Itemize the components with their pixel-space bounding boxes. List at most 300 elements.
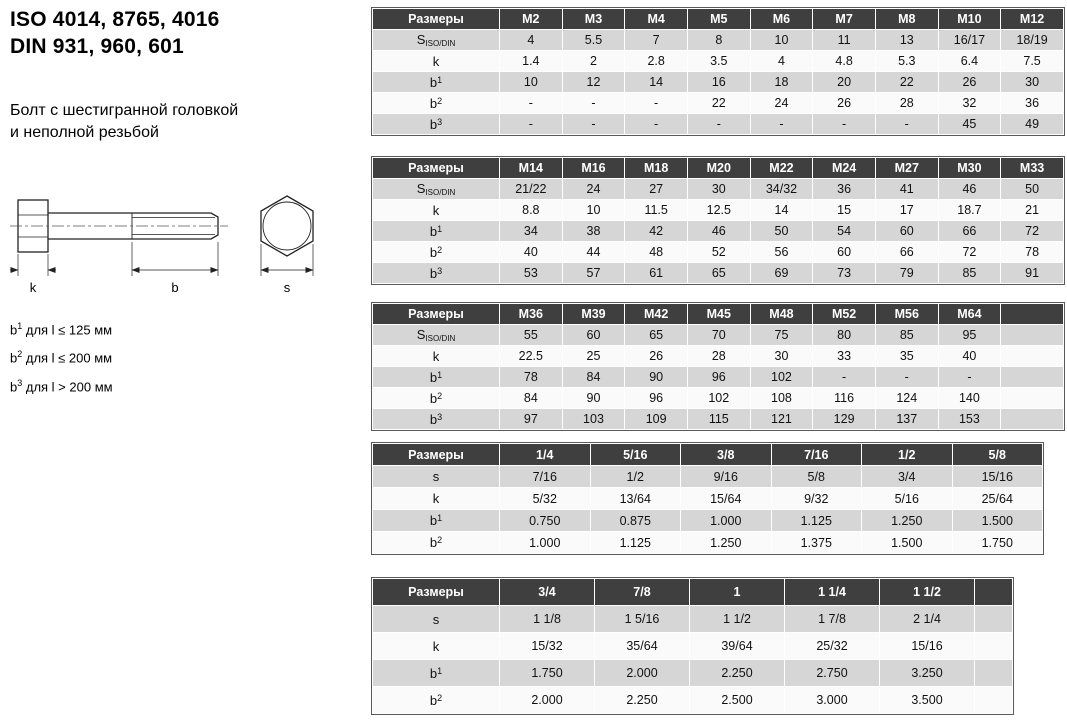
value-cell: 1.4 [500,51,563,72]
value-cell: 2 [562,51,625,72]
value-cell: - [625,93,688,114]
size-header: M7 [813,9,876,30]
row-label: k [373,200,500,221]
value-cell: 4 [500,30,563,51]
iso-standards-title: ISO 4014, 8765, 4016 [10,8,220,31]
table-row [373,660,1013,687]
value-cell: - [938,367,1001,388]
row-label: s [373,466,500,488]
value-cell: 53 [500,263,563,284]
value-cell: 1 7/8 [785,606,880,633]
size-header: M27 [875,158,938,179]
value-cell: 84 [500,388,563,409]
value-cell: 52 [687,242,750,263]
value-cell: 30 [1001,72,1064,93]
value-cell: 33 [813,346,876,367]
value-cell [975,687,1013,714]
value-cell: 50 [750,221,813,242]
size-header: M14 [500,158,563,179]
value-cell: 38 [562,221,625,242]
value-cell: 21 [1001,200,1064,221]
value-cell: 44 [562,242,625,263]
size-header: M4 [625,9,688,30]
product-description [10,100,370,144]
value-cell: 18 [750,72,813,93]
row-label: k [373,633,500,660]
value-cell: 32 [938,93,1001,114]
value-cell: 3.250 [880,660,975,687]
value-cell: 1.750 [500,660,595,687]
dimension-k [10,254,56,276]
value-cell: 108 [750,388,813,409]
size-header: 1/2 [862,444,953,466]
value-cell: 16/17 [938,30,1001,51]
value-cell: 121 [750,409,813,430]
size-header: 1 1/2 [880,579,975,606]
value-cell: - [500,114,563,135]
table-row [373,633,1013,660]
dimension-s [261,244,313,276]
sizes-corner-header: Размеры [373,304,500,325]
row-label: $b^1$ [373,367,500,388]
value-cell: 36 [1001,93,1064,114]
value-cell: 85 [875,325,938,346]
size-header: M64 [938,304,1001,325]
value-cell [975,633,1013,660]
value-cell: 1.500 [862,532,953,554]
row-label: $b^2$ [373,388,500,409]
value-cell: 70 [687,325,750,346]
value-cell: 55 [500,325,563,346]
value-cell: - [562,114,625,135]
note-b1: $b^1$ для l ≤ 125 мм [10,321,113,338]
value-cell: 16 [687,72,750,93]
value-cell: 2 1/4 [880,606,975,633]
size-header: M39 [562,304,625,325]
value-cell: 42 [625,221,688,242]
table-row [373,325,1064,346]
size-header: 3/4 [500,579,595,606]
value-cell: 10 [562,200,625,221]
dimensions-table-2 [372,157,1064,284]
value-cell: 15/16 [880,633,975,660]
value-cell [1001,409,1064,430]
value-cell: 41 [875,179,938,200]
value-cell: 109 [625,409,688,430]
value-cell: 14 [625,72,688,93]
value-cell: 5/8 [771,466,862,488]
value-cell: 15/16 [952,466,1043,488]
inscribed-circle [263,202,311,250]
size-header: 7/8 [595,579,690,606]
header-row [373,158,1064,179]
value-cell: 96 [687,367,750,388]
row-label: $b^3$ [373,409,500,430]
value-cell: 85 [938,263,1001,284]
size-header: M12 [1001,9,1064,30]
value-cell: 153 [938,409,1001,430]
dimension-b [132,242,218,276]
row-label: $S_{ISO/DIN}$ [373,325,500,346]
row-label: $b^2$ [373,687,500,714]
row-label: $b^1$ [373,660,500,687]
value-cell: 34 [500,221,563,242]
product-description-line2: и неполной резьбой [10,124,159,141]
size-header: M24 [813,158,876,179]
size-header: M22 [750,158,813,179]
table-row [373,242,1064,263]
value-cell: 56 [750,242,813,263]
row-label: $b^1$ [373,221,500,242]
tables-column [372,8,1064,714]
size-header [1001,304,1064,325]
value-cell: 137 [875,409,938,430]
value-cell: 124 [875,388,938,409]
value-cell: - [625,114,688,135]
value-cell: 2.000 [500,687,595,714]
value-cell: 8.8 [500,200,563,221]
value-cell: - [813,114,876,135]
value-cell: 35/64 [595,633,690,660]
value-cell: 24 [750,93,813,114]
value-cell: 3.5 [687,51,750,72]
value-cell: 7 [625,30,688,51]
size-header: 1 1/4 [785,579,880,606]
value-cell: 57 [562,263,625,284]
value-cell: 15 [813,200,876,221]
value-cell: 84 [562,367,625,388]
value-cell: 34/32 [750,179,813,200]
value-cell: - [875,367,938,388]
value-cell: 91 [1001,263,1064,284]
value-cell: 2.8 [625,51,688,72]
value-cell: 1.250 [862,510,953,532]
value-cell: 30 [687,179,750,200]
value-cell: 2.000 [595,660,690,687]
value-cell: 25/32 [785,633,880,660]
value-cell: 26 [938,72,1001,93]
value-cell: 7.5 [1001,51,1064,72]
value-cell: - [875,114,938,135]
value-cell: 66 [875,242,938,263]
value-cell: 60 [562,325,625,346]
size-header: M48 [750,304,813,325]
value-cell: - [687,114,750,135]
value-cell: 28 [687,346,750,367]
table-row [373,30,1064,51]
value-cell: 78 [500,367,563,388]
note-b2: $b^2$ для l ≤ 200 мм [10,349,113,366]
value-cell: 22 [875,72,938,93]
value-cell: 3/4 [862,466,953,488]
table-row [373,179,1064,200]
value-cell [975,606,1013,633]
dimensions-table-5 [372,578,1013,714]
value-cell: 72 [1001,221,1064,242]
table-row [373,51,1064,72]
value-cell: 1 1/8 [500,606,595,633]
row-label: $b^3$ [373,114,500,135]
value-cell: 21/22 [500,179,563,200]
value-cell: 40 [938,346,1001,367]
value-cell: 1 5/16 [595,606,690,633]
value-cell: 4.8 [813,51,876,72]
value-cell: 102 [750,367,813,388]
value-cell: 1.125 [590,532,681,554]
value-cell: 17 [875,200,938,221]
value-cell: 10 [500,72,563,93]
value-cell: 12 [562,72,625,93]
value-cell: 5.3 [875,51,938,72]
value-cell: 15/64 [681,488,772,510]
table-row [373,466,1043,488]
header-row [373,9,1064,30]
value-cell: - [562,93,625,114]
value-cell: 75 [750,325,813,346]
size-header: M6 [750,9,813,30]
value-cell: 2.500 [690,687,785,714]
value-cell: 95 [938,325,1001,346]
note-b3: $b^3$ для l > 200 мм [10,377,113,394]
table-row [373,510,1043,532]
size-header: 5/16 [590,444,681,466]
value-cell: 22 [687,93,750,114]
row-label: $b^1$ [373,510,500,532]
value-cell: 65 [625,325,688,346]
value-cell: 115 [687,409,750,430]
value-cell [975,660,1013,687]
value-cell: 5/32 [500,488,591,510]
value-cell: 20 [813,72,876,93]
value-cell: 5/16 [862,488,953,510]
table-row [373,221,1064,242]
row-label: $b^2$ [373,242,500,263]
value-cell: 79 [875,263,938,284]
value-cell: 40 [500,242,563,263]
value-cell: 35 [875,346,938,367]
value-cell: 73 [813,263,876,284]
size-header: M52 [813,304,876,325]
value-cell: 61 [625,263,688,284]
row-label: k [373,51,500,72]
size-header [975,579,1013,606]
value-cell: 4 [750,51,813,72]
value-cell: 78 [1001,242,1064,263]
table-row [373,367,1064,388]
value-cell: 2.750 [785,660,880,687]
value-cell: 96 [625,388,688,409]
value-cell: 116 [813,388,876,409]
table-row [373,72,1064,93]
value-cell: 11.5 [625,200,688,221]
size-header: 1/4 [500,444,591,466]
value-cell: 15/32 [500,633,595,660]
size-header: 7/16 [771,444,862,466]
value-cell: 36 [813,179,876,200]
value-cell: - [813,367,876,388]
size-header: M2 [500,9,563,30]
value-cell: 1 1/2 [690,606,785,633]
value-cell: 2.250 [595,687,690,714]
row-label: $b^3$ [373,263,500,284]
size-header: M18 [625,158,688,179]
row-label: k [373,346,500,367]
value-cell [1001,346,1064,367]
value-cell: 1.000 [500,532,591,554]
value-cell: 6.4 [938,51,1001,72]
sizes-corner-header: Размеры [373,444,500,466]
row-label: s [373,606,500,633]
size-header: M20 [687,158,750,179]
value-cell: 90 [562,388,625,409]
row-label: $b^2$ [373,532,500,554]
table-row [373,263,1064,284]
value-cell: 25 [562,346,625,367]
product-description-line1: Болт с шестигранной головкой [10,102,239,119]
value-cell: 25/64 [952,488,1043,510]
value-cell: 60 [813,242,876,263]
size-header: 3/8 [681,444,772,466]
row-label: $b^1$ [373,72,500,93]
bolt-hex-view [261,196,313,256]
size-header: M10 [938,9,1001,30]
value-cell: 65 [687,263,750,284]
row-label: $b^2$ [373,93,500,114]
value-cell: 9/32 [771,488,862,510]
value-cell: 54 [813,221,876,242]
value-cell: 18/19 [1001,30,1064,51]
table-row [373,346,1064,367]
k-dimension-label: k [29,280,37,295]
value-cell [1001,388,1064,409]
value-cell: 39/64 [690,633,785,660]
value-cell: 5.5 [562,30,625,51]
bolt-drawing [10,186,340,298]
value-cell: 3.500 [880,687,975,714]
value-cell: 10 [750,30,813,51]
value-cell: 45 [938,114,1001,135]
value-cell: 14 [750,200,813,221]
value-cell: 26 [813,93,876,114]
value-cell: 50 [1001,179,1064,200]
value-cell: 1.250 [681,532,772,554]
table-row [373,114,1064,135]
table-row [373,687,1013,714]
value-cell: 30 [750,346,813,367]
value-cell: 28 [875,93,938,114]
value-cell: 26 [625,346,688,367]
value-cell [1001,367,1064,388]
dimensions-table-1 [372,8,1064,135]
table-row [373,606,1013,633]
value-cell: 90 [625,367,688,388]
sizes-corner-header: Размеры [373,579,500,606]
s-dimension-label: s [283,280,291,295]
value-cell: 1.500 [952,510,1043,532]
size-header: M45 [687,304,750,325]
din-standards-title: DIN 931, 960, 601 [10,35,184,58]
sizes-corner-header: Размеры [373,9,500,30]
value-cell: 27 [625,179,688,200]
size-header: M30 [938,158,1001,179]
row-label: $S_{ISO/DIN}$ [373,30,500,51]
table-row [373,93,1064,114]
value-cell: 69 [750,263,813,284]
value-cell: 8 [687,30,750,51]
value-cell: 13/64 [590,488,681,510]
value-cell: 11 [813,30,876,51]
value-cell [1001,325,1064,346]
table-row [373,409,1064,430]
size-header: M42 [625,304,688,325]
row-label: k [373,488,500,510]
value-cell: 22.5 [500,346,563,367]
value-cell: - [750,114,813,135]
table-row [373,200,1064,221]
size-header: M16 [562,158,625,179]
table-row [373,388,1064,409]
value-cell: 18.7 [938,200,1001,221]
value-cell: 3.000 [785,687,880,714]
size-header: M3 [562,9,625,30]
value-cell: 46 [938,179,1001,200]
size-header: M5 [687,9,750,30]
value-cell: 72 [938,242,1001,263]
value-cell: 1.125 [771,510,862,532]
value-cell: 24 [562,179,625,200]
size-header: M56 [875,304,938,325]
left-panel [10,6,370,399]
value-cell: 9/16 [681,466,772,488]
size-header: 5/8 [952,444,1043,466]
value-cell: 0.875 [590,510,681,532]
value-cell: 140 [938,388,1001,409]
value-cell: 7/16 [500,466,591,488]
header-row [373,579,1013,606]
row-label: $S_{ISO/DIN}$ [373,179,500,200]
b-dimension-label: b [171,280,179,295]
dimensions-table-4 [372,443,1043,554]
size-header: M33 [1001,158,1064,179]
value-cell: 13 [875,30,938,51]
dimensions-table-3 [372,303,1064,430]
value-cell: 49 [1001,114,1064,135]
size-header: M36 [500,304,563,325]
value-cell: 0.750 [500,510,591,532]
table-row [373,532,1043,554]
size-header: M8 [875,9,938,30]
size-header: 1 [690,579,785,606]
value-cell: 80 [813,325,876,346]
value-cell: 1.000 [681,510,772,532]
value-cell: 97 [500,409,563,430]
table-row [373,488,1043,510]
value-cell: 103 [562,409,625,430]
value-cell: - [500,93,563,114]
value-cell: 12.5 [687,200,750,221]
value-cell: 60 [875,221,938,242]
header-row [373,304,1064,325]
value-cell: 1.750 [952,532,1043,554]
value-cell: 1.375 [771,532,862,554]
sizes-corner-header: Размеры [373,158,500,179]
hexagon-outline [261,196,313,256]
value-cell: 102 [687,388,750,409]
value-cell: 46 [687,221,750,242]
value-cell: 48 [625,242,688,263]
value-cell: 129 [813,409,876,430]
value-cell: 2.250 [690,660,785,687]
